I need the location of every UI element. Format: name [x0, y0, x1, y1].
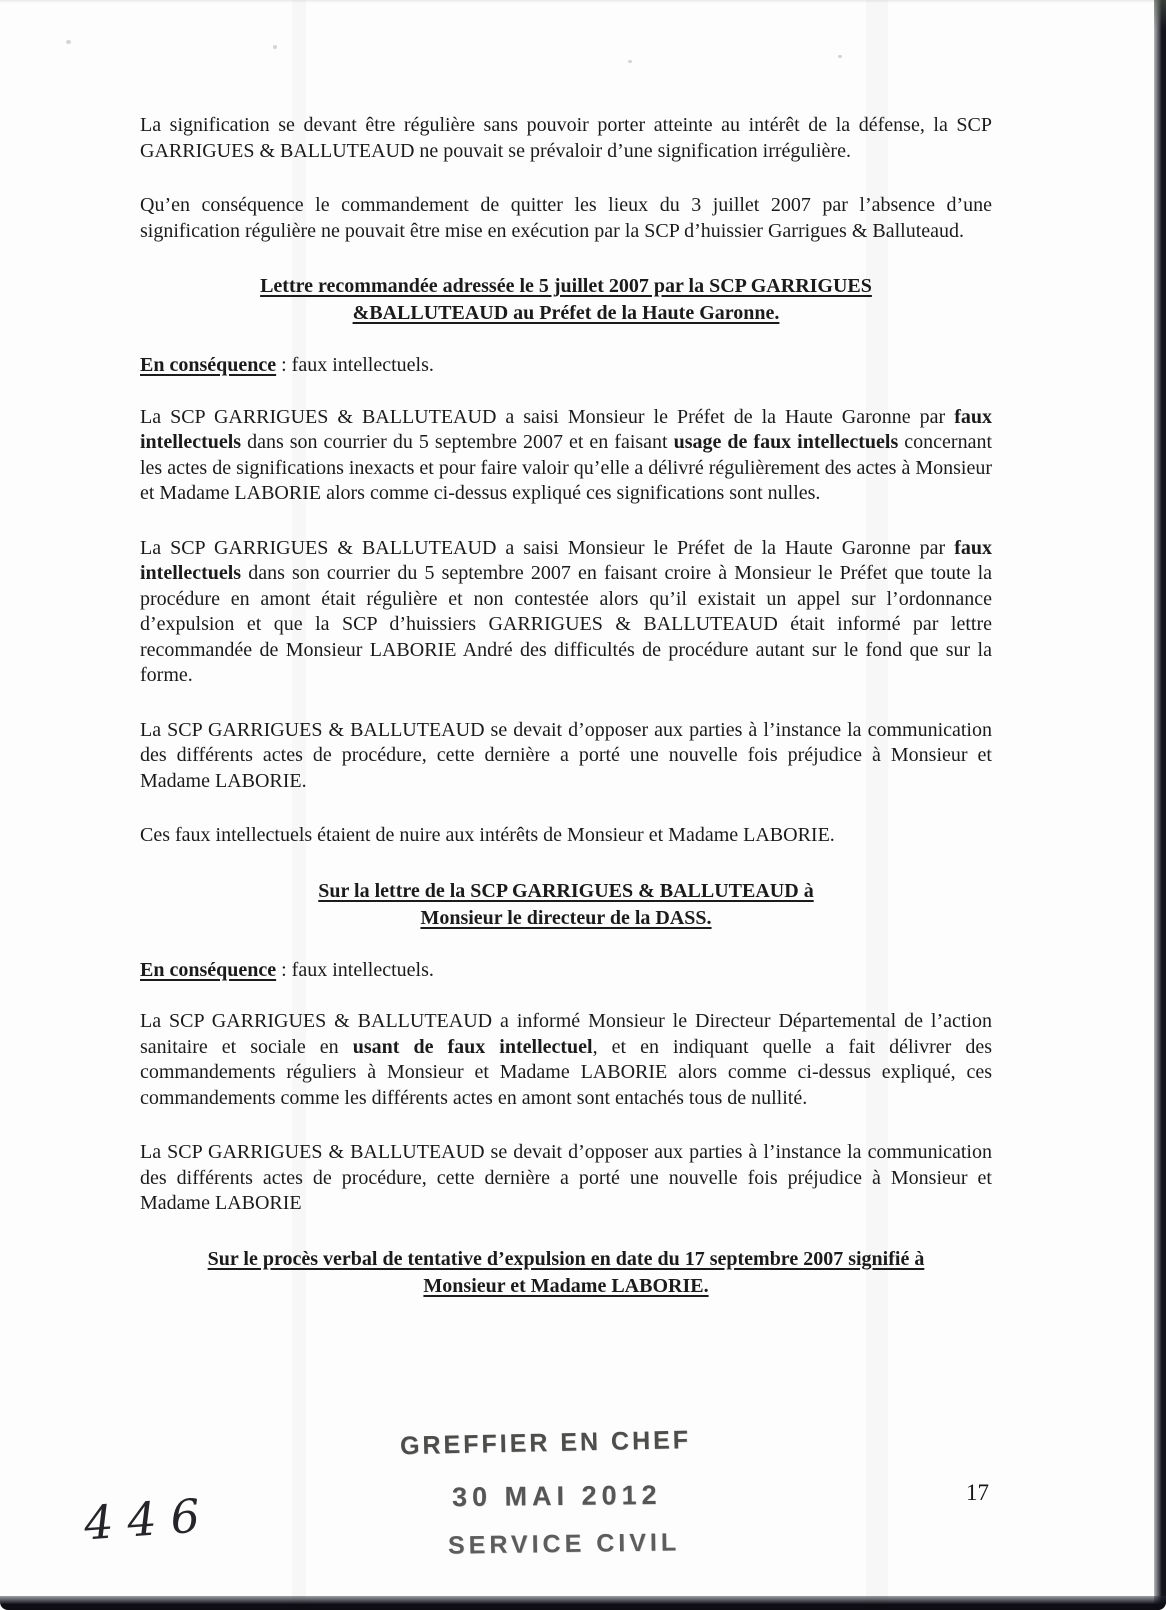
text-segment: La SCP GARRIGUES & BALLUTEAUD a saisi Monsieur le Préfet de la Haute Garonne par — [140, 536, 955, 559]
paragraph-informe-directeur-departemental — [140, 1009, 992, 1111]
scan-speck — [66, 40, 71, 44]
heading-line — [140, 300, 992, 327]
heading-line-text: Sur la lettre de la SCP GARRIGUES & BALLUTEAUD à — [318, 879, 814, 902]
heading-proces-verbal-expulsion — [140, 1246, 992, 1300]
scan-speck — [273, 45, 277, 49]
line-en-consequence-1 — [140, 353, 992, 379]
text-segment: concernant les actes de significations inexacts et pour faire valoir qu’elle a délivré régulièrement des actes à Monsieur et Madame LABORIE alors comme ci-dessus expliqué ces significations sont nulles. — [140, 431, 993, 504]
heading-line-text: Lettre recommandée adressée le 5 juillet 2007 par la SCP GARRIGUES — [260, 275, 872, 297]
heading-line-text: &BALLUTEAUD au Préfet de la Haute Garonne. — [352, 302, 780, 324]
text-segment-bold: faux intellectuels — [140, 536, 992, 584]
scan-edge-right — [1154, 0, 1166, 1610]
text-segment: , et en indiquant quelle a fait délivrer des commandements réguliers à Monsieur et Madame LABORIE alors comme ci-dessus expliqué, ces commandements comme les différents actes en amont sont entachés tous de nullité. — [140, 1035, 992, 1109]
heading-line-text: Monsieur et Madame LABORIE. — [423, 1274, 709, 1297]
heading-line-text: Sur le procès verbal de tentative d’expulsion en date du 17 septembre 2007 signifié à — [207, 1247, 925, 1270]
text-segment: La SCP GARRIGUES & BALLUTEAUD a saisi Monsieur le Préfet de la Haute Garonne par — [140, 405, 955, 428]
text-segment: dans son courrier du 5 septembre 2007 et en faisant — [241, 431, 674, 453]
text-segment: La SCP GARRIGUES & BALLUTEAUD a informé Monsieur le Directeur Départemental de l’action sanitaire et sociale en — [140, 1010, 992, 1058]
document-content — [140, 113, 992, 1326]
paragraph-saisi-prefet-usage-faux — [140, 405, 992, 507]
heading-line-text: Monsieur le directeur de la DASS. — [420, 906, 712, 929]
stamp-service-civil: SERVICE CIVIL — [447, 1528, 681, 1560]
scan-artifact-top-line — [0, 0, 1166, 3]
text-segment-bold: usage de faux intellectuels — [673, 431, 899, 453]
heading-line — [140, 905, 992, 932]
heading-line — [140, 1273, 992, 1300]
consequence-label: En conséquence — [140, 958, 277, 981]
paragraph-faux-nuire-interets: Ces faux intellectuels étaient de nuire aux intérêts de Monsieur et Madame LABORIE. — [140, 824, 835, 846]
line-en-consequence-2 — [140, 958, 992, 984]
consequence-rest: : faux intellectuels. — [276, 354, 434, 376]
scan-edge-bottom — [0, 1596, 1166, 1610]
scan-speck — [628, 60, 632, 63]
handwritten-folio-number: 446 — [82, 1487, 216, 1551]
paragraph-signification-reguliere: La signification se devant être régulière sans pouvoir porter atteinte au intérêt de la défense, la SCP GARRIGUES & BALLUTEAUD ne pouvait se prévaloir d’une signification irrégulière. — [140, 114, 992, 162]
heading-lettre-recommandee-prefet — [140, 273, 992, 327]
paragraph-commandement-quitter-les-lieux: Qu’en conséquence le commandement de quitter les lieux du 3 juillet 2007 par l’absence d’une signification régulière ne pouvait être mise en exécution par la SCP d’huissier Garrigues & Balluteaud. — [140, 194, 992, 242]
heading-line — [140, 273, 992, 300]
page-number: 17 — [966, 1480, 989, 1505]
paragraph-saisi-prefet-faisant-croire — [140, 536, 992, 689]
heading-line — [140, 1246, 992, 1273]
scan-speck — [838, 55, 842, 58]
stamp-date-30-mai-2012: 30 MAI 2012 — [451, 1479, 662, 1513]
heading-line — [140, 878, 992, 905]
text-segment-bold: faux intellectuels — [140, 405, 992, 453]
consequence-label: En conséquence — [140, 354, 277, 376]
text-segment: dans son courrier du 5 septembre 2007 en faisant croire à Monsieur le Préfet que toute la procédure en amont était régulière et non contestée alors qu’il existait un appel sur l’ordonnance d’expulsion et que la SCP d’huissiers GARRIGUES & BALLUTEAUD était informé par lettre recommandée de Monsieur LABORIE André des difficultés de procédure autant sur le fond que sur la forme. — [140, 562, 992, 686]
heading-lettre-directeur-dass — [140, 878, 992, 932]
stamp-greffier-en-chef: GREFFIER EN CHEF — [399, 1425, 692, 1461]
consequence-rest: : faux intellectuels. — [276, 958, 434, 981]
paragraph-opposer-communication-1: La SCP GARRIGUES & BALLUTEAUD se devait d’opposer aux parties à l’instance la communication des différents actes de procédure, cette dernière a porté une nouvelle fois préjudice à Monsieur et Madame LABORIE. — [140, 718, 992, 792]
paragraph-opposer-communication-2: La SCP GARRIGUES & BALLUTEAUD se devait d’opposer aux parties à l’instance la communication des différents actes de procédure, cette dernière a porté une nouvelle fois préjudice à Monsieur et Madame LABORIE — [140, 1141, 992, 1214]
text-segment-bold: usant de faux intellectuel — [352, 1035, 593, 1058]
